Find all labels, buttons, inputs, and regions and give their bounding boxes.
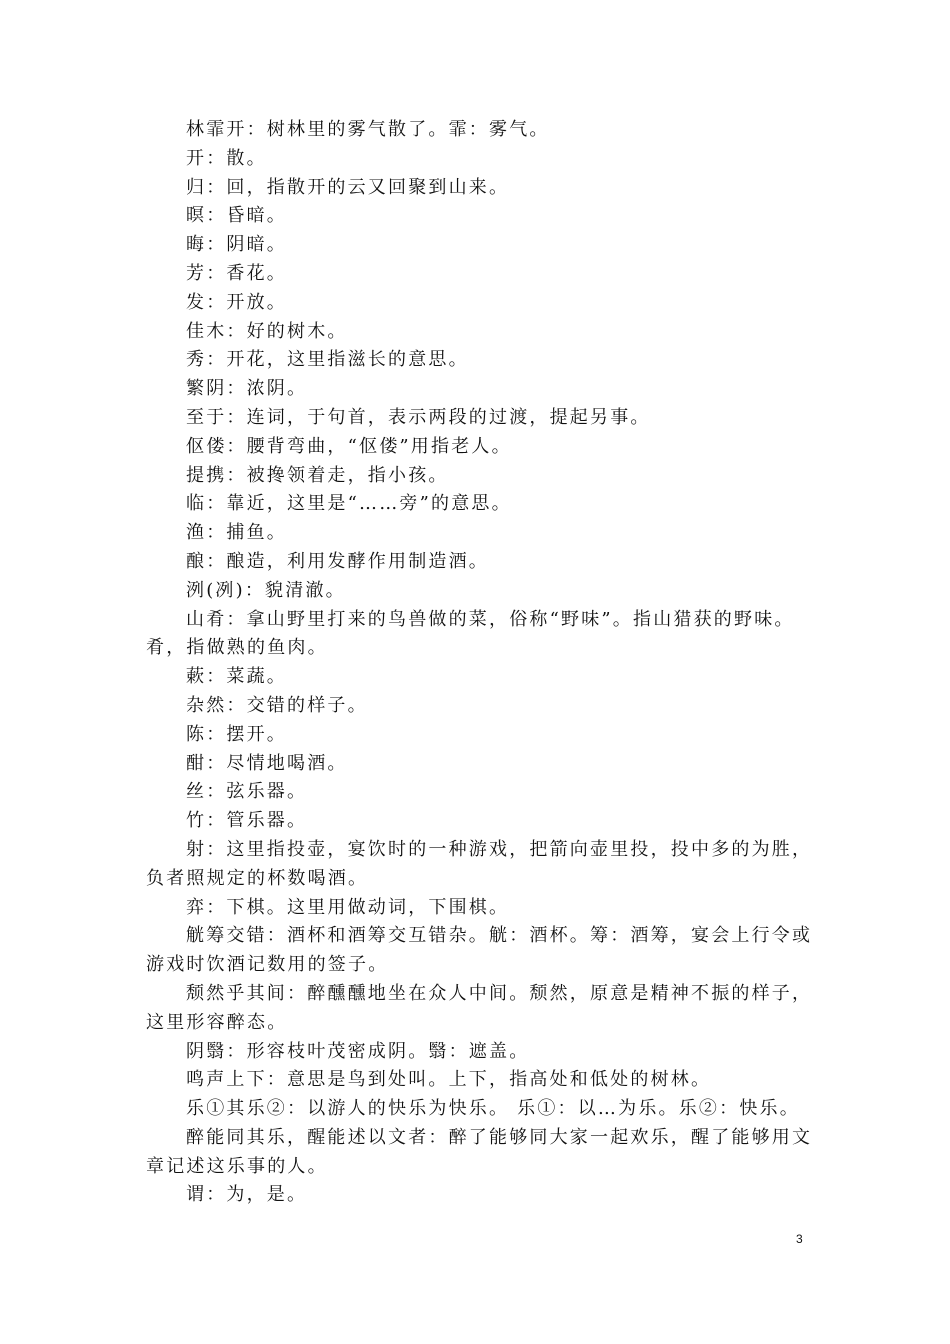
annotation-line: 临：靠近，这里是“……旁”的意思。 [186,493,512,515]
annotation-list [146,116,816,1210]
annotation-line: 归：回，指散开的云又回聚到山来。 [186,176,510,198]
annotation-line: 秀：开花，这里指滋长的意思。 [186,349,469,371]
page-number: 3 [796,1232,803,1246]
annotation-line: 陈：摆开。 [186,723,287,745]
annotation-line: 提携：被搀领着走，指小孩。 [186,464,449,486]
annotation-line: 芳：香花。 [186,262,287,284]
annotation-line: 开：散。 [186,147,267,169]
annotation-line: 渔：捕鱼。 [186,522,287,544]
annotation-line: 伛偻：腰背弯曲，“伛偻”用指老人。 [186,435,512,457]
annotation-line: 蔌：菜蔬。 [186,666,287,688]
annotation-line: 杂然：交错的样子。 [186,694,368,716]
annotation-line: 至于：连词，于句首，表示两段的过渡，提起另事。 [186,406,651,428]
annotation-line: 发：开放。 [186,291,287,313]
annotation-line: 射：这里指投壶，宴饮时的一种游戏，把箭向壶里投，投中多的为胜，负者照规定的杯数喝酒。 [146,838,813,889]
annotation-line: 颓然乎其间：醉醺醺地坐在众人中间。颓然，原意是精神不振的样子，这里形容醉态。 [146,982,813,1033]
annotation-line: 洌(冽)：貌清澈。 [186,579,346,601]
annotation-line: 酣：尽情地喝酒。 [186,752,348,774]
annotation-line: 丝：弦乐器。 [186,781,308,803]
annotation-line: 觥筹交错：酒杯和酒筹交互错杂。觥：酒杯。筹：酒筹，宴会上行令或游戏时饮酒记数用的签子。 [146,925,813,976]
annotation-line: 谓：为，是。 [186,1184,308,1206]
annotation-line: 晦：阴暗。 [186,234,287,256]
annotation-line: 阴翳：形容枝叶茂密成阴。翳：遮盖。 [186,1040,530,1062]
annotation-line: 竹：管乐器。 [186,810,308,832]
annotation-line: 醉能同其乐，醒能述以文者：醉了能够同大家一起欢乐，醒了能够用文章记述这乐事的人。 [146,1126,813,1177]
annotation-line: 繁阴：浓阴。 [186,378,308,400]
annotation-line: 佳木：好的树木。 [186,320,348,342]
annotation-line: 暝：昏暗。 [186,205,287,227]
annotation-line: 弈：下棋。这里用做动词，下围棋。 [186,896,510,918]
annotation-line: 乐①其乐②：以游人的快乐为快乐。 乐①：以…为乐。乐②：快乐。 [186,1098,800,1120]
annotation-line: 林霏开：树林里的雾气散了。霏：雾气。 [186,119,550,140]
annotation-line: 酿：酿造，利用发酵作用制造酒。 [186,550,489,572]
annotation-line: 鸣声上下：意思是鸟到处叫。上下，指高处和低处的树林。 [186,1069,712,1091]
annotation-line: 山肴：拿山野里打来的鸟兽做的菜，俗称“野味”。指山猎获的野味。肴，指做熟的鱼肉。 [146,608,795,659]
